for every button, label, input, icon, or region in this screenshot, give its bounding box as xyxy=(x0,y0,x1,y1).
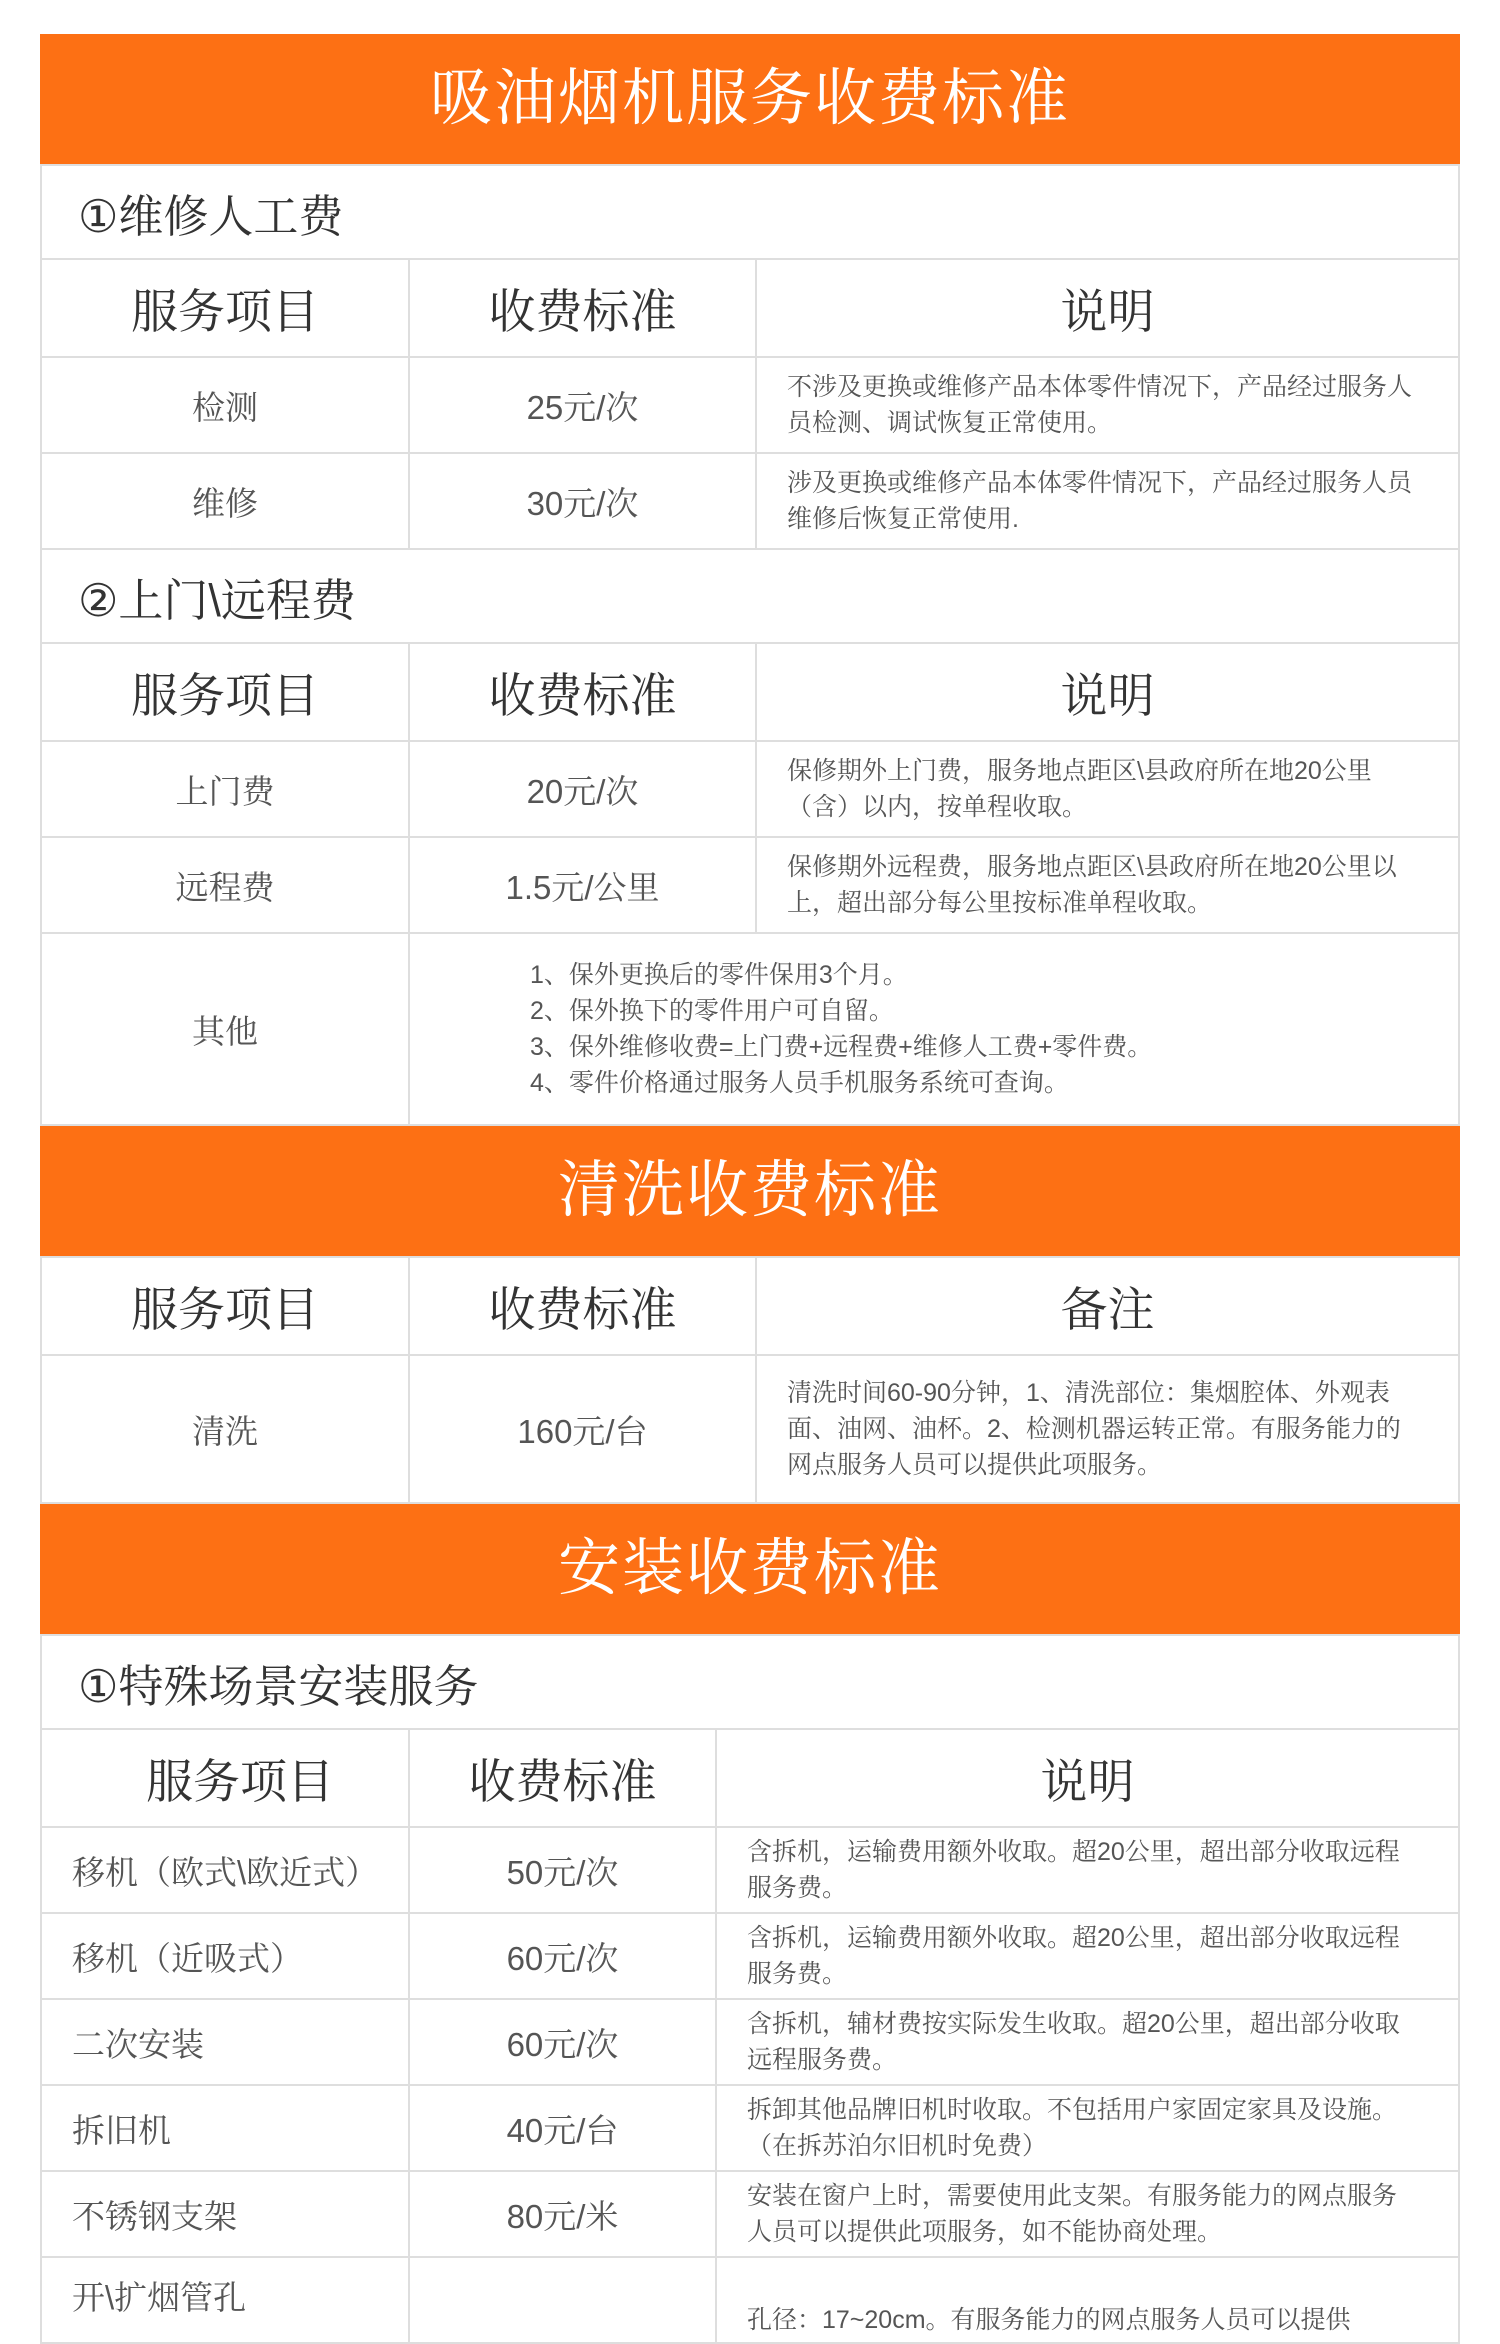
cleaning-header-row xyxy=(41,1257,1459,1355)
header-price: 收费标准 xyxy=(409,1257,756,1355)
row-item: 不锈钢支架 xyxy=(41,2171,409,2257)
header-remark: 备注 xyxy=(756,1257,1459,1355)
install-header-row xyxy=(41,1729,1459,1827)
hood-banner-title: 吸油烟机服务收费标准 xyxy=(40,34,1460,164)
table-row xyxy=(41,741,1459,837)
row-item: 开\扩烟管孔 xyxy=(41,2257,409,2343)
price-sheet xyxy=(40,34,1460,2344)
header-price: 收费标准 xyxy=(409,643,756,741)
row-desc: 保修期外上门费，服务地点距区\县政府所在地20公里（含）以内，按单程收取。 xyxy=(756,741,1459,837)
row-desc: 清洗时间60-90分钟，1、清洗部位：集烟腔体、外观表面、油网、油杯。2、检测机器运转正常。有服务能力的网点服务人员可以提供此项服务。 xyxy=(756,1355,1459,1503)
visit-header-row xyxy=(41,643,1459,741)
install-banner-title: 安装收费标准 xyxy=(40,1504,1460,1634)
row-price: 20元/次 xyxy=(409,741,756,837)
header-item: 服务项目 xyxy=(41,259,409,357)
table-row xyxy=(41,1999,1459,2085)
row-price: 30元/次 xyxy=(409,453,756,549)
cleaning-fee-table xyxy=(40,1256,1460,1504)
header-price: 收费标准 xyxy=(409,259,756,357)
install-fee-table xyxy=(40,1634,1460,2344)
row-desc: 涉及更换或维修产品本体零件情况下，产品经过服务人员维修后恢复正常使用. xyxy=(756,453,1459,549)
visit-section-title: ②上门\远程费 xyxy=(41,549,1459,643)
other-row xyxy=(41,933,1459,1125)
row-desc: 含拆机，运输费用额外收取。超20公里，超出部分收取远程服务费。 xyxy=(716,1827,1459,1913)
row-item: 检测 xyxy=(41,357,409,453)
table-row xyxy=(41,1827,1459,1913)
row-desc: 保修期外远程费，服务地点距区\县政府所在地20公里以上，超出部分每公里按标准单程收取。 xyxy=(756,837,1459,933)
row-desc: 含拆机，辅材费按实际发生收取。超20公里，超出部分收取远程服务费。 xyxy=(716,1999,1459,2085)
visit-section-row xyxy=(41,549,1459,643)
row-desc: 孔径：17~20cm。有服务能力的网点服务人员可以提供 xyxy=(716,2257,1459,2343)
hood-fee-table xyxy=(40,164,1460,1126)
other-note: 1、保外更换后的零件保用3个月。 xyxy=(530,961,908,989)
row-price: 60元/次 xyxy=(409,1913,716,1999)
row-desc: 含拆机，运输费用额外收取。超20公里，超出部分收取远程服务费。 xyxy=(716,1913,1459,1999)
install-section-row xyxy=(41,1635,1459,1729)
row-price: 60元/次 xyxy=(409,1999,716,2085)
labor-section-row xyxy=(41,165,1459,259)
header-price: 收费标准 xyxy=(409,1729,716,1827)
row-price xyxy=(409,2257,716,2343)
header-item: 服务项目 xyxy=(41,643,409,741)
other-note: 3、保外维修收费=上门费+远程费+维修人工费+零件费。 xyxy=(530,1033,1153,1061)
header-desc: 说明 xyxy=(756,643,1459,741)
table-row xyxy=(41,837,1459,933)
other-notes xyxy=(409,933,1459,1125)
row-price: 25元/次 xyxy=(409,357,756,453)
table-row xyxy=(41,1355,1459,1503)
row-item: 维修 xyxy=(41,453,409,549)
row-item: 清洗 xyxy=(41,1355,409,1503)
table-row xyxy=(41,453,1459,549)
header-item: 服务项目 xyxy=(41,1257,409,1355)
row-item: 上门费 xyxy=(41,741,409,837)
table-row xyxy=(41,1913,1459,1999)
table-row xyxy=(41,2085,1459,2171)
row-item: 移机（欧式\欧近式） xyxy=(41,1827,409,1913)
row-price: 160元/台 xyxy=(409,1355,756,1503)
other-note: 4、零件价格通过服务人员手机服务系统可查询。 xyxy=(530,1069,1069,1097)
labor-section-title: ①维修人工费 xyxy=(41,165,1459,259)
row-item: 移机（近吸式） xyxy=(41,1913,409,1999)
other-label: 其他 xyxy=(41,933,409,1125)
table-row xyxy=(41,2257,1459,2343)
row-item: 远程费 xyxy=(41,837,409,933)
labor-header-row xyxy=(41,259,1459,357)
row-desc: 不涉及更换或维修产品本体零件情况下，产品经过服务人员检测、调试恢复正常使用。 xyxy=(756,357,1459,453)
table-row xyxy=(41,357,1459,453)
row-item: 二次安装 xyxy=(41,1999,409,2085)
header-desc: 说明 xyxy=(716,1729,1459,1827)
row-desc: 安装在窗户上时，需要使用此支架。有服务能力的网点服务人员可以提供此项服务，如不能协商处理。 xyxy=(716,2171,1459,2257)
row-desc: 拆卸其他品牌旧机时收取。不包括用户家固定家具及设施。（在拆苏泊尔旧机时免费） xyxy=(716,2085,1459,2171)
other-note: 2、保外换下的零件用户可自留。 xyxy=(530,997,894,1025)
row-price: 50元/次 xyxy=(409,1827,716,1913)
install-section-title: ①特殊场景安装服务 xyxy=(41,1635,1459,1729)
table-row xyxy=(41,2171,1459,2257)
cleaning-banner-title: 清洗收费标准 xyxy=(40,1126,1460,1256)
row-price: 80元/米 xyxy=(409,2171,716,2257)
row-price: 40元/台 xyxy=(409,2085,716,2171)
row-item: 拆旧机 xyxy=(41,2085,409,2171)
header-item: 服务项目 xyxy=(41,1729,409,1827)
row-price: 1.5元/公里 xyxy=(409,837,756,933)
header-desc: 说明 xyxy=(756,259,1459,357)
